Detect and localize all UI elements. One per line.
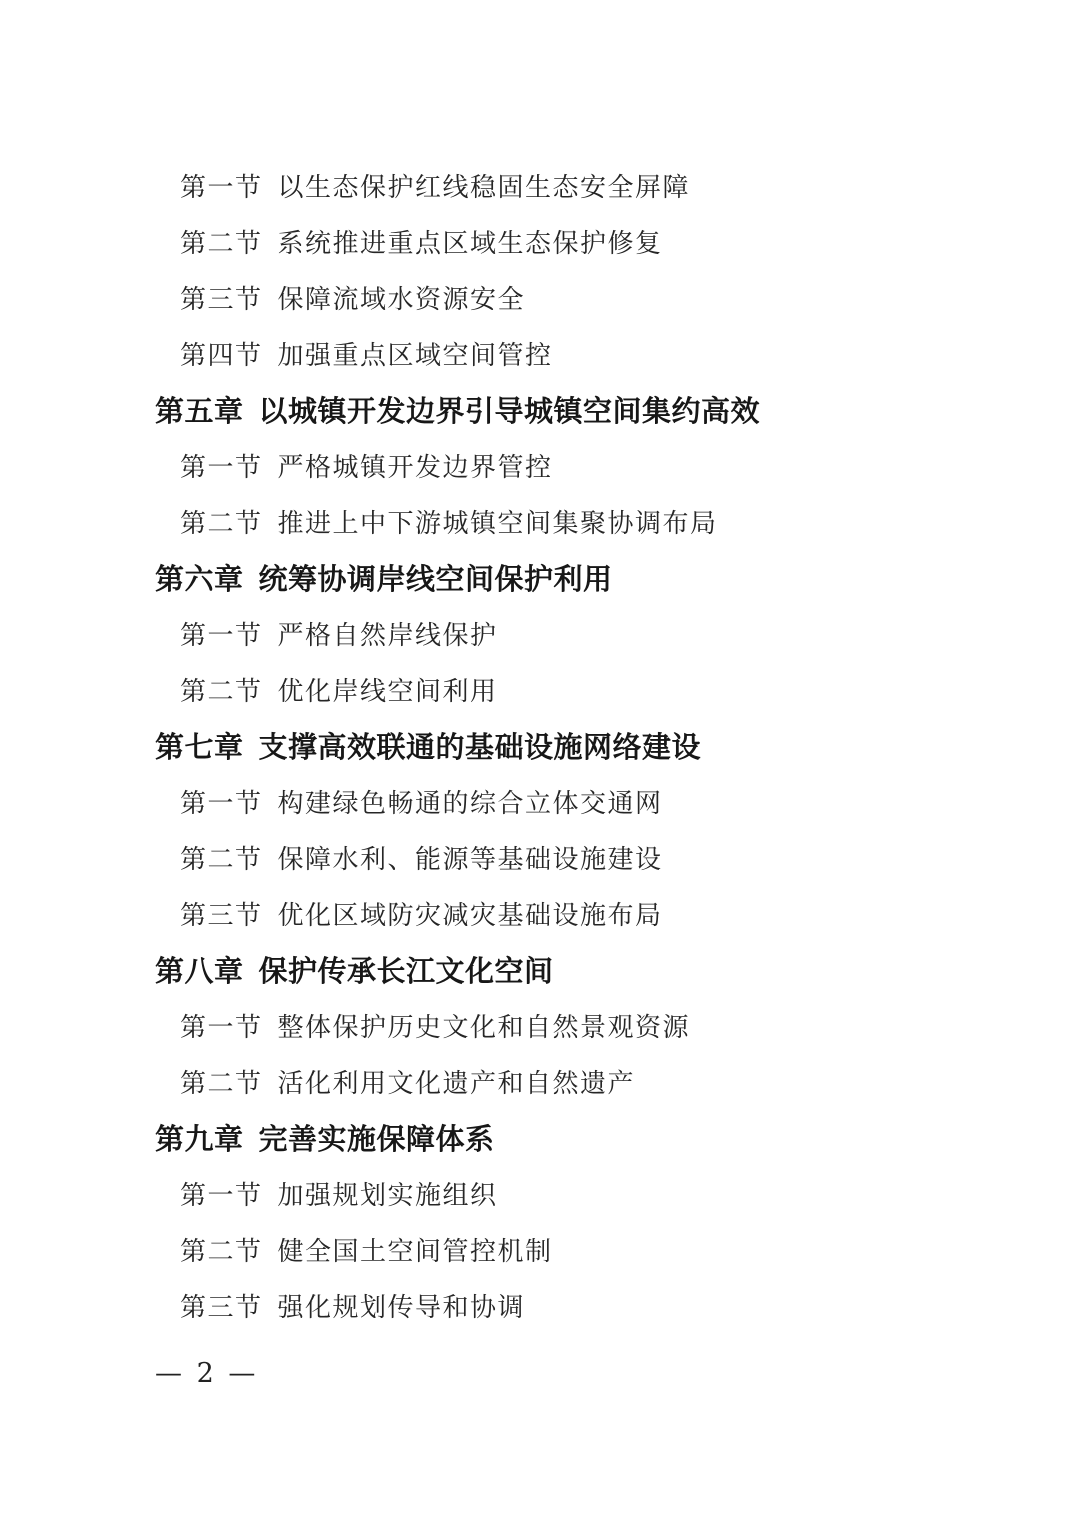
toc-entry-label: 第二节: [180, 1236, 263, 1267]
toc-entry-title: 推进上中下游城镇空间集聚协调布局: [277, 508, 718, 539]
toc-entry-label: 第二节: [180, 228, 263, 259]
toc-entry-label: 第九章: [155, 1123, 244, 1156]
toc-entry-label: 第一节: [180, 172, 263, 203]
toc-entry-label: 第一节: [180, 452, 263, 483]
toc-entry-label: 第一节: [180, 1180, 263, 1211]
toc-entry-section: [155, 325, 1040, 381]
toc-entry-label: 第二节: [180, 1068, 263, 1099]
toc-entry-label: 第四节: [180, 340, 263, 371]
toc-entry-label: 第二节: [180, 508, 263, 539]
toc-entry-title: 健全国土空间管控机制: [277, 1236, 553, 1267]
toc-entry-chapter: [155, 549, 1040, 605]
toc-entry-title: 整体保护历史文化和自然景观资源: [277, 1012, 691, 1043]
toc-entry-section: [155, 1165, 1040, 1221]
toc-entry-title: 以生态保护红线稳固生态安全屏障: [277, 172, 691, 203]
toc-entry-label: 第二节: [180, 676, 263, 707]
toc-entry-section: [155, 661, 1040, 717]
toc-entry-label: 第一节: [180, 788, 263, 819]
toc-entry-section: [155, 437, 1040, 493]
toc-entry-chapter: [155, 941, 1040, 997]
toc-entry-section: [155, 829, 1040, 885]
toc-entry-section: [155, 213, 1040, 269]
page-number: — 2 —: [155, 1358, 259, 1389]
toc-entry-title: 系统推进重点区域生态保护修复: [277, 228, 663, 259]
toc-entry-label: 第五章: [155, 395, 244, 428]
toc-entry-section: [155, 773, 1040, 829]
toc-entry-label: 第三节: [180, 900, 263, 931]
toc-entry-title: 构建绿色畅通的综合立体交通网: [277, 788, 663, 819]
toc-entry-section: [155, 997, 1040, 1053]
toc-entry-chapter: [155, 1109, 1040, 1165]
toc-entry-title: 保障水利、能源等基础设施建设: [277, 844, 663, 875]
toc-entry-label: 第七章: [155, 731, 244, 764]
toc-entry-label: 第一节: [180, 1012, 263, 1043]
toc-entry-title: 强化规划传导和协调: [277, 1292, 526, 1323]
toc-entry-section: [155, 1221, 1040, 1277]
toc-entry-title: 加强重点区域空间管控: [277, 340, 553, 371]
toc-entry-title: 严格自然岸线保护: [277, 620, 498, 651]
toc-entry-title: 以城镇开发边界引导城镇空间集约高效: [258, 395, 761, 428]
toc-entry-label: 第三节: [180, 1292, 263, 1323]
toc-entry-label: 第八章: [155, 955, 244, 988]
toc-entry-section: [155, 157, 1040, 213]
toc-entry-section: [155, 605, 1040, 661]
toc-entry-title: 严格城镇开发边界管控: [277, 452, 553, 483]
toc-entry-title: 加强规划实施组织: [277, 1180, 498, 1211]
toc-entry-chapter: [155, 381, 1040, 437]
toc-entry-section: [155, 269, 1040, 325]
toc-entry-title: 完善实施保障体系: [258, 1123, 495, 1156]
toc-entry-title: 优化区域防灾减灾基础设施布局: [277, 900, 663, 931]
toc-entry-section: [155, 885, 1040, 941]
toc-entry-label: 第六章: [155, 563, 244, 596]
toc-entry-section: [155, 1053, 1040, 1109]
toc-entry-title: 支撑高效联通的基础设施网络建设: [258, 731, 702, 764]
toc-entry-label: 第三节: [180, 284, 263, 315]
table-of-contents: [155, 157, 1040, 1333]
toc-entry-chapter: [155, 717, 1040, 773]
toc-entry-label: 第二节: [180, 844, 263, 875]
toc-entry-title: 保障流域水资源安全: [277, 284, 526, 315]
toc-entry-title: 保护传承长江文化空间: [258, 955, 554, 988]
toc-entry-title: 活化利用文化遗产和自然遗产: [277, 1068, 636, 1099]
toc-entry-title: 优化岸线空间利用: [277, 676, 498, 707]
toc-entry-section: [155, 493, 1040, 549]
toc-entry-title: 统筹协调岸线空间保护利用: [258, 563, 613, 596]
toc-entry-label: 第一节: [180, 620, 263, 651]
toc-entry-section: [155, 1277, 1040, 1333]
